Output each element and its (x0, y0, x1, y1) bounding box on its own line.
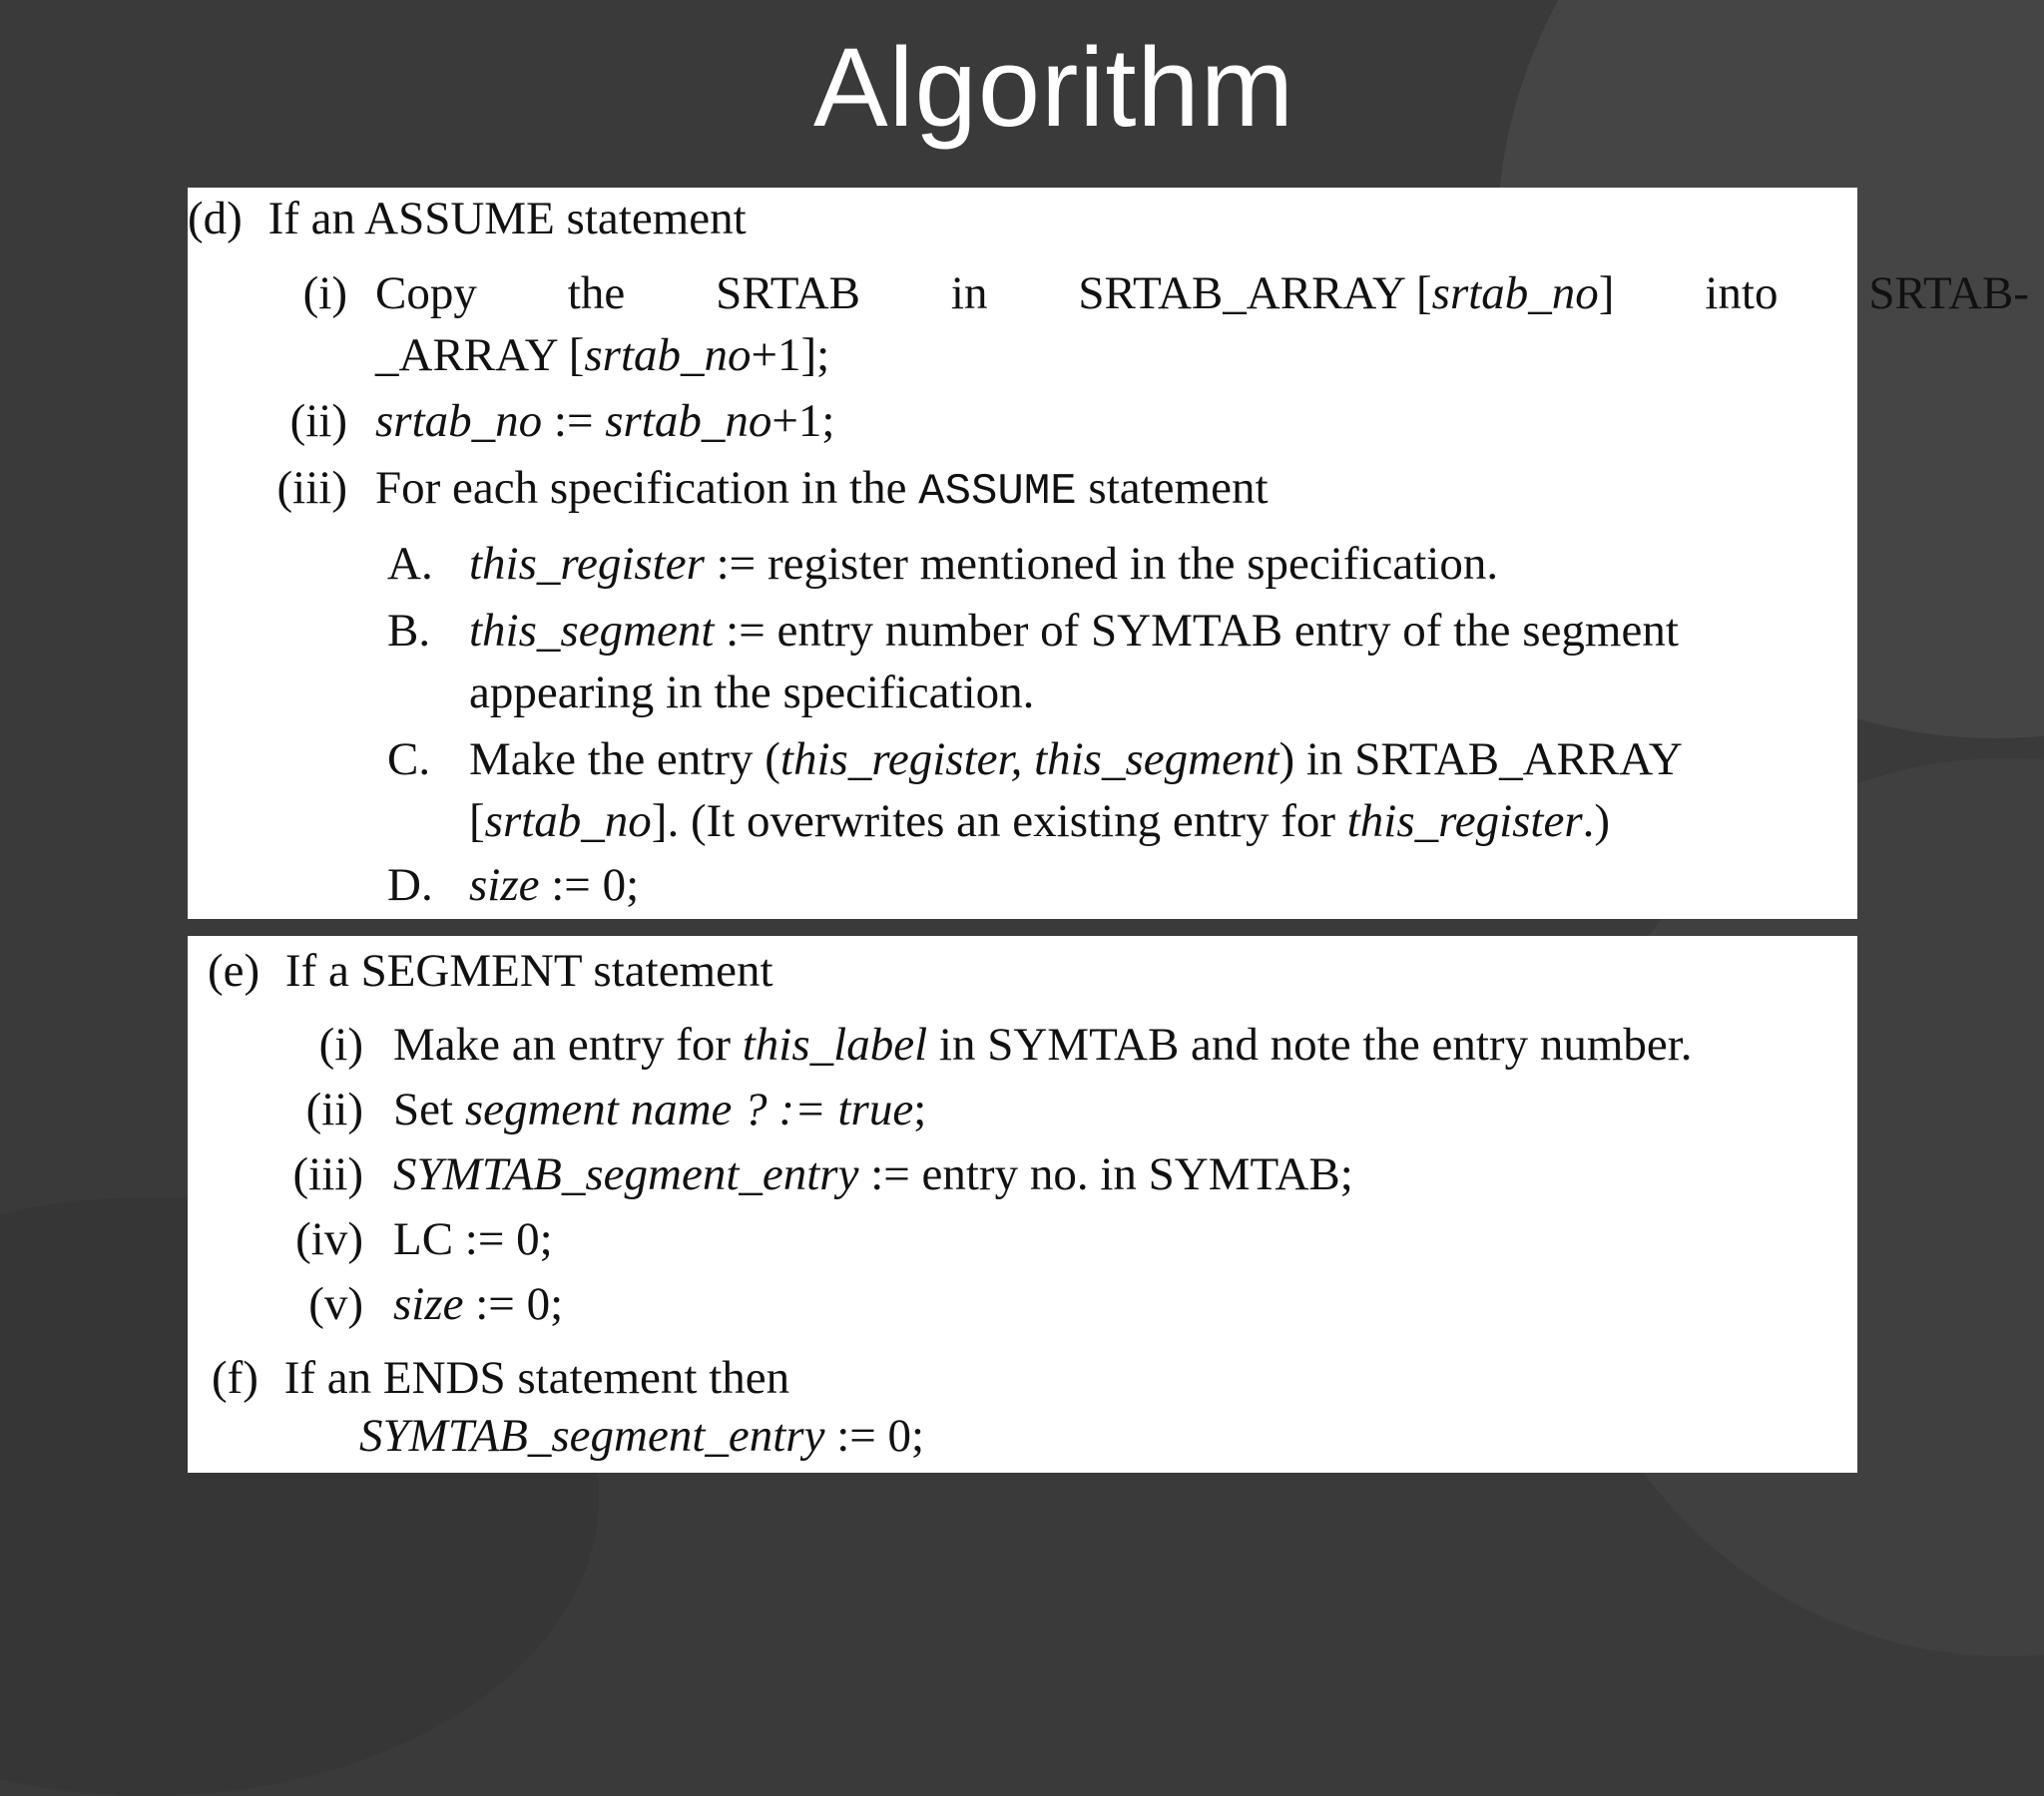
var-symtab-segment-entry: SYMTAB_segment_entry (359, 1410, 825, 1462)
step-d-c-marker: C. (387, 733, 431, 785)
step-f-line (359, 1405, 924, 1467)
step-f-marker: (f) (212, 1352, 258, 1404)
var-symtab-segment-entry: SYMTAB_segment_entry (393, 1148, 859, 1200)
step-d-b-marker: B. (387, 605, 431, 657)
word: into (1705, 267, 1779, 319)
step-e-iv-marker: (iv) (295, 1213, 363, 1265)
word: in (950, 267, 988, 319)
step-d-i-marker: (i) (302, 267, 347, 319)
text: For each specification in the (375, 462, 919, 514)
step-d-ii-marker: (ii) (289, 395, 347, 447)
step-d-i-line2 (375, 324, 829, 386)
step-d-b-line2: appearing in the specification. (469, 667, 1035, 718)
var-srtab-no: srtab_no (605, 395, 772, 447)
step-f-heading-text: If an ENDS statement then (283, 1352, 790, 1404)
step-e-iii-line (393, 1143, 1353, 1205)
text: +1]; (751, 329, 830, 381)
text: ) in SRTAB_ARRAY (1278, 733, 1683, 785)
step-d-b-line1 (469, 600, 1679, 662)
text: ]. (It overwrites an existing entry for (651, 795, 1347, 847)
var-size: size (469, 859, 540, 911)
step-e-heading (208, 940, 773, 1002)
slide-title: Algorithm (812, 25, 1295, 150)
step-d-c-line2 (469, 790, 1610, 852)
step-d-marker: (d) (188, 193, 243, 244)
var-srtab-no: srtab_no (584, 329, 752, 381)
assume-statement-panel (188, 188, 2029, 919)
text: := 0; (824, 1410, 925, 1462)
text: := 0; (539, 859, 640, 911)
var-size: size (393, 1278, 464, 1330)
text: := entry number of SYMTAB entry of the segment (714, 605, 1679, 657)
step-d-heading-text: If an ASSUME statement (267, 193, 747, 244)
var-segment-name: segment name ? := true (464, 1084, 914, 1135)
word: Copy (375, 267, 477, 319)
word: the (567, 267, 626, 319)
text: _ARRAY [ (375, 329, 585, 381)
text: Set (393, 1084, 465, 1135)
text: := (542, 395, 606, 447)
text: SRTAB_ARRAY [ (1078, 267, 1432, 319)
var-srtab-no: srtab_no (484, 795, 652, 847)
word: SRTAB- (1868, 267, 2029, 319)
var-this-register: this_register (1346, 795, 1583, 847)
text: .) (1582, 795, 1611, 847)
segment-statement-panel (188, 936, 1857, 1473)
text: [ (469, 795, 485, 847)
keyword-assume: ASSUME (918, 467, 1077, 517)
step-e-i-marker: (i) (318, 1019, 363, 1071)
var-this-segment: this_segment (469, 605, 715, 657)
step-d-iii-marker: (iii) (276, 462, 347, 514)
step-d-i-line1 (375, 262, 2029, 324)
text: := entry no. in SYMTAB; (858, 1148, 1353, 1200)
step-e-ii-line (393, 1079, 926, 1140)
step-e-iii-marker: (iii) (292, 1148, 363, 1200)
var-register-segment: this_register, this_segment (779, 733, 1279, 785)
step-e-i-line (393, 1014, 1693, 1076)
step-e-v-marker: (v) (308, 1278, 363, 1330)
step-d-ii-line (375, 390, 834, 452)
step-e-ii-marker: (ii) (305, 1084, 363, 1135)
text: statement (1076, 462, 1269, 514)
word-array (1078, 262, 1614, 324)
var-this-label: this_label (742, 1019, 928, 1071)
text: Make an entry for (393, 1019, 743, 1071)
step-d-iii-line (375, 457, 1269, 523)
step-e-heading-text: If a SEGMENT statement (284, 945, 773, 997)
step-d-a-line (469, 533, 1498, 595)
text: Make the entry ( (469, 733, 780, 785)
text: +1; (771, 395, 835, 447)
var-this-register: this_register (469, 538, 705, 590)
step-e-marker: (e) (208, 945, 260, 997)
step-f-heading (212, 1347, 789, 1409)
text: in SYMTAB and note the entry number. (927, 1019, 1693, 1071)
step-d-c-line1 (469, 728, 1683, 790)
word: SRTAB (716, 267, 860, 319)
step-e-v-line (393, 1273, 563, 1335)
step-d-heading (188, 188, 747, 249)
text: := register mentioned in the specification. (704, 538, 1499, 590)
text: := 0; (463, 1278, 564, 1330)
var-srtab-no: srtab_no (1431, 267, 1599, 319)
step-d-a-marker: A. (387, 538, 433, 590)
step-d-d-line (469, 854, 639, 916)
step-e-iv-line: LC := 0; (393, 1213, 553, 1265)
var-srtab-no: srtab_no (375, 395, 543, 447)
text: ; (913, 1084, 927, 1135)
step-d-d-marker: D. (387, 859, 433, 911)
text: ] (1598, 267, 1615, 319)
